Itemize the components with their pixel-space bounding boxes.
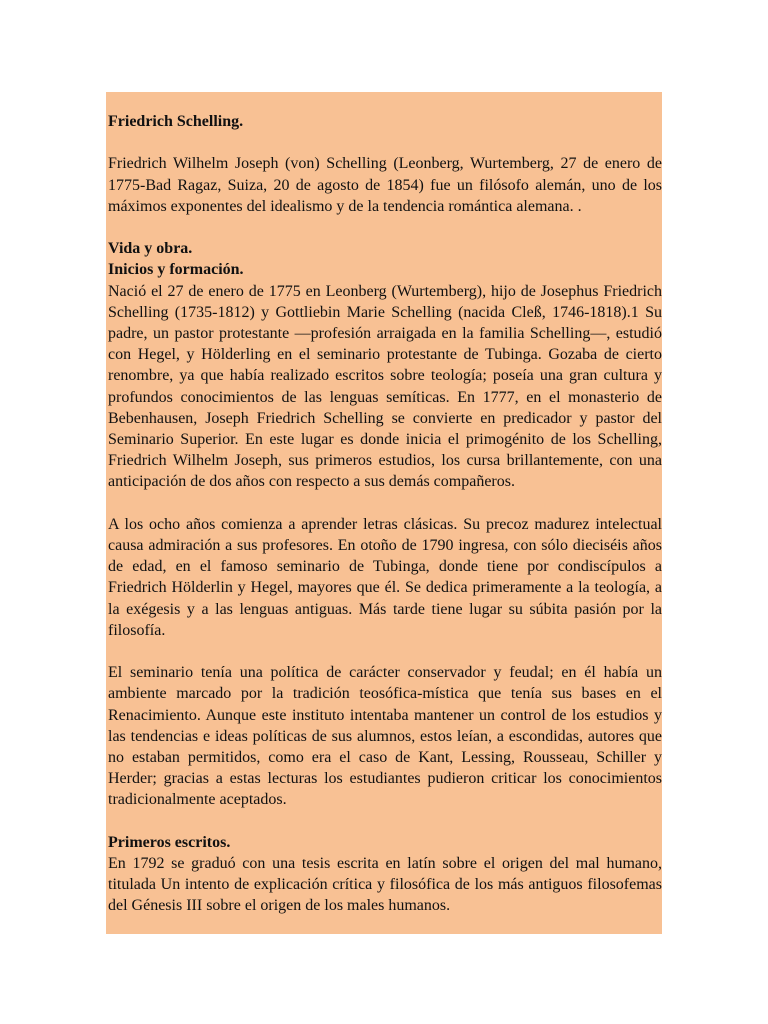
body-paragraph: El seminario tenía una política de carácter conservador y feudal; en él había un ambiente marcado por la tradición teosófica-mística que tenía sus bases en el Renacimiento. Aunque este instituto intentaba mantener un control de los estudios y las tendencias e ideas políticas de sus alumnos, estos leían, a escondidas, autores que no estaban permitidos, como era el caso de Kant, Lessing, Rousseau, Schiller y Herder; gracias a estas lecturas los estudiantes pudieron criticar los conocimientos tradicionalmente aceptados. <box>108 664 662 809</box>
document-body <box>108 111 662 917</box>
document-title: Friedrich Schelling. <box>108 113 244 130</box>
subsection-heading-inicios: Inicios y formación. <box>108 261 244 279</box>
section-heading-primeros-escritos: Primeros escritos. <box>108 833 231 851</box>
body-paragraph: En 1792 se graduó con una tesis escrita en latín sobre el origen del mal humano, titulada Un intento de explicación crítica y filosófica de los más antiguos filosofemas del Génesis III sobre el origen de los males humanos. <box>108 855 662 915</box>
section-heading-vida-y-obra: Vida y obra. <box>108 240 193 258</box>
intro-paragraph: Friedrich Wilhelm Joseph (von) Schelling (Leonberg, Wurtemberg, 27 de enero de 1775-Bad Ragaz, Suiza, 20 de agosto de 1854) fue un filósofo alemán, uno de los máximos exponentes del idealismo y de la tendencia romántica alemana. . <box>108 155 662 215</box>
document-page <box>106 92 662 934</box>
spacer <box>108 132 662 153</box>
body-paragraph: A los ocho años comienza a aprender letras clásicas. Su precoz madurez intelectual causa admiración a sus profesores. En otoño de 1790 ingresa, con sólo dieciséis años de edad, en el famoso seminario de Tubinga, donde tiene por condiscípulos a Friedrich Hölderlin y Hegel, mayores que él. Se dedica primeramente a la teología, a la exégesis y a las lenguas antiguas. Más tarde tiene lugar su súbita pasión por la filosofía. <box>108 515 662 639</box>
body-paragraph: Nació el 27 de enero de 1775 en Leonberg (Wurtemberg), hijo de Josephus Friedrich Schelling (1735-1812) y Gottliebin Marie Schelling (nacida Cleß, 1746-1818).1 Su padre, un pastor protestante —profesión arraigada en la familia Schelling—, estudió con Hegel, y Hölderling en el seminario protestante de Tubinga. Gozaba de cierto renombre, ya que había realizado escritos sobre teología; poseía una gran cultura y profundos conocimientos de las lenguas semíticas. En 1777, en el monasterio de Bebenhausen, Joseph Friedrich Schelling se convierte en predicador y pastor del Seminario Superior. En este lugar es donde inicia el primogénito de los Schelling, Friedrich Wilhelm Joseph, sus primeros estudios, los cursa brillantemente, con una anticipación de dos años con respecto a sus demás compañeros. <box>108 282 662 491</box>
